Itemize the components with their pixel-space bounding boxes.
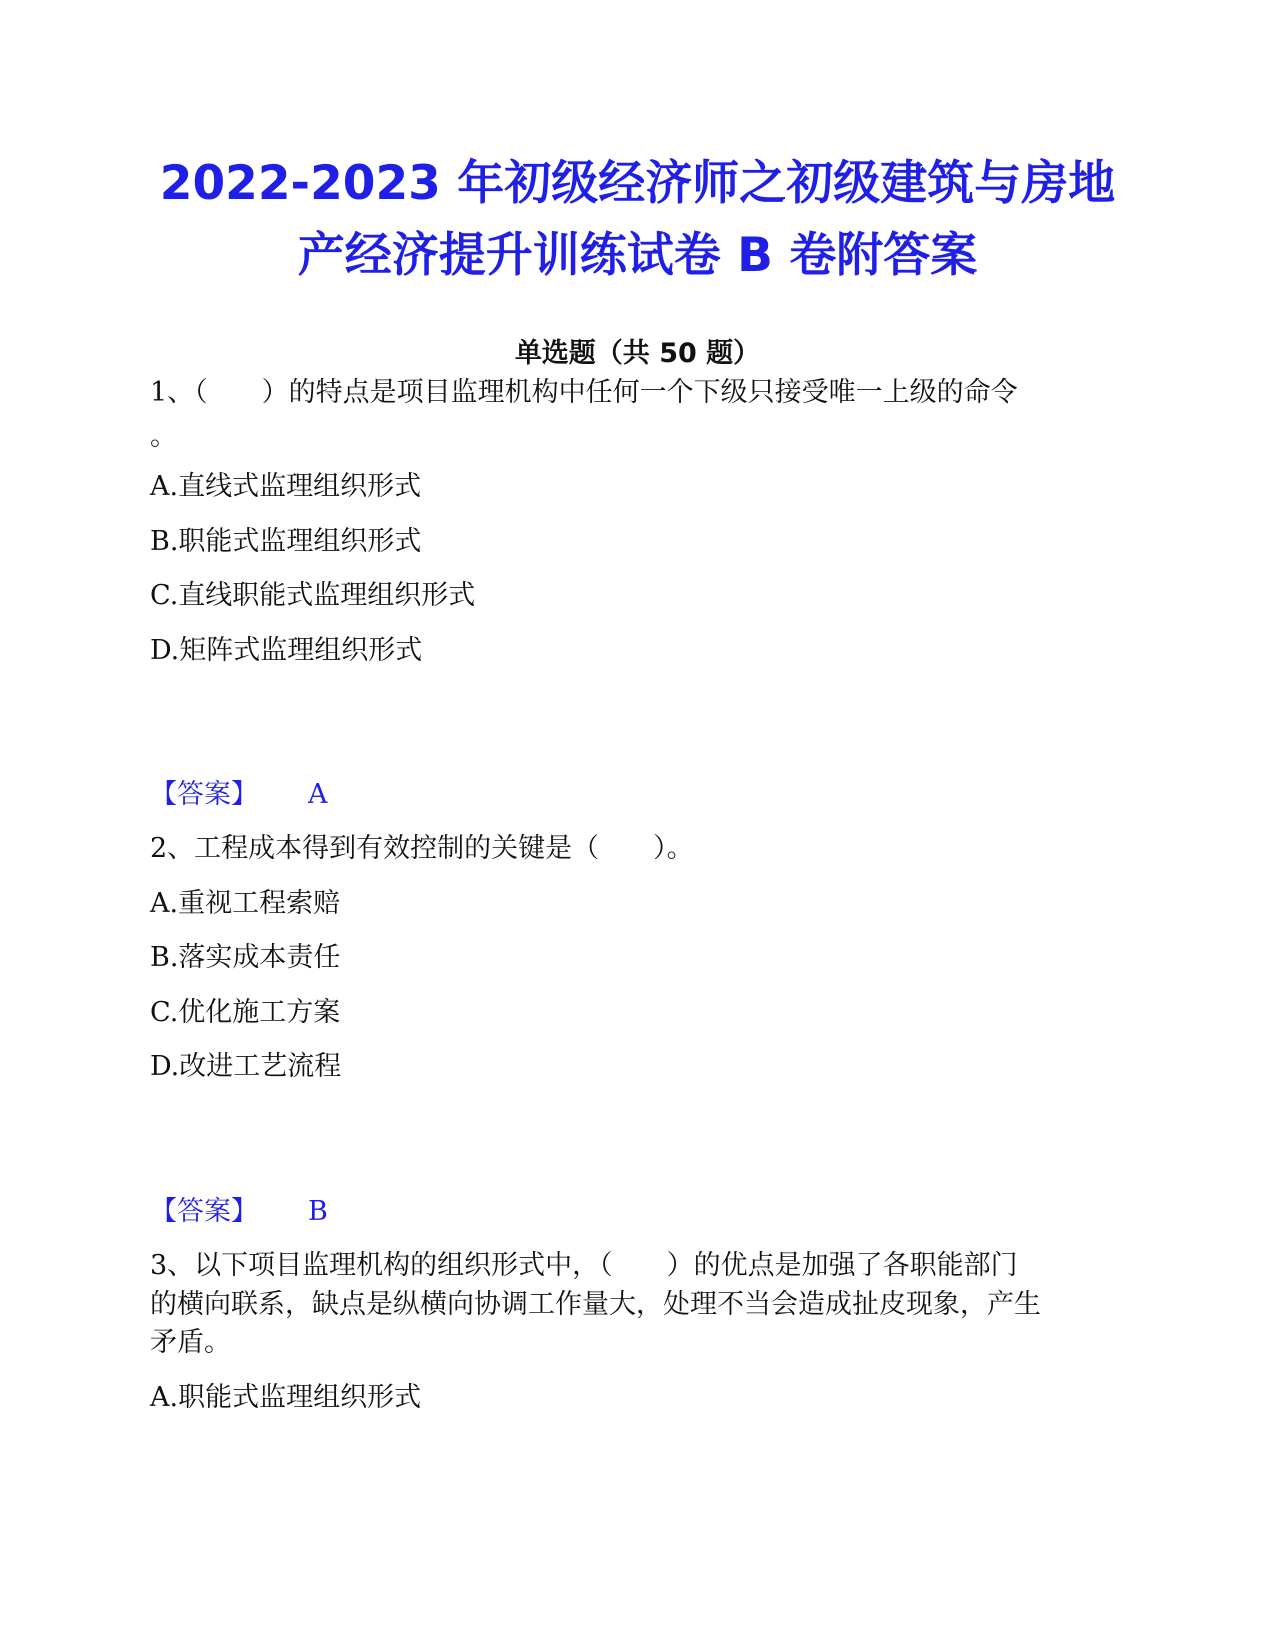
question-3-option-a: A.职能式监理组织形式 xyxy=(150,1382,422,1413)
answer-label: 【答案】 xyxy=(150,1196,258,1227)
section-heading: 单选题（共 50 题） xyxy=(514,338,761,369)
question-1-answer xyxy=(150,775,1110,815)
document-title xyxy=(130,148,1145,292)
title-line-1: 2022-2023 年初级经济师之初级建筑与房地 xyxy=(159,156,1116,211)
question-2-option-a: A.重视工程索赔 xyxy=(150,888,341,919)
question-2-stem-line-1: 2、工程成本得到有效控制的关键是（ ）。 xyxy=(150,833,694,864)
question-1-option-d: D.矩阵式监理组织形式 xyxy=(150,635,423,666)
question-1-option-a: A.直线式监理组织形式 xyxy=(150,471,422,502)
question-2-option-d: D.改进工艺流程 xyxy=(150,1051,342,1082)
question-3-stem-line-3: 矛盾。 xyxy=(150,1327,231,1358)
question-2-option-b: B.落实成本责任 xyxy=(150,942,341,973)
question-1-option-c: C.直线职能式监理组织形式 xyxy=(150,580,476,611)
question-3-stem-line-1: 3、以下项目监理机构的组织形式中，（ ）的优点是加强了各职能部门 xyxy=(150,1250,1018,1281)
answer-label: 【答案】 xyxy=(150,779,258,810)
question-3-stem-line-2: 的横向联系，缺点是纵横向协调工作量大，处理不当会造成扯皮现象，产生 xyxy=(150,1289,1041,1320)
question-1-option-b: B.职能式监理组织形式 xyxy=(150,526,422,557)
answer-value: A xyxy=(308,779,328,810)
question-2-answer xyxy=(150,1192,1110,1232)
answer-value: B xyxy=(308,1196,328,1227)
question-1-stem-line-2: 。 xyxy=(150,421,177,452)
title-line-2: 产经济提升训练试卷 B 卷附答案 xyxy=(297,228,978,283)
question-1-stem-line-1: 1、（ ）的特点是项目监理机构中任何一个下级只接受唯一上级的命令 xyxy=(150,377,1018,408)
question-2-option-c: C.优化施工方案 xyxy=(150,997,341,1028)
